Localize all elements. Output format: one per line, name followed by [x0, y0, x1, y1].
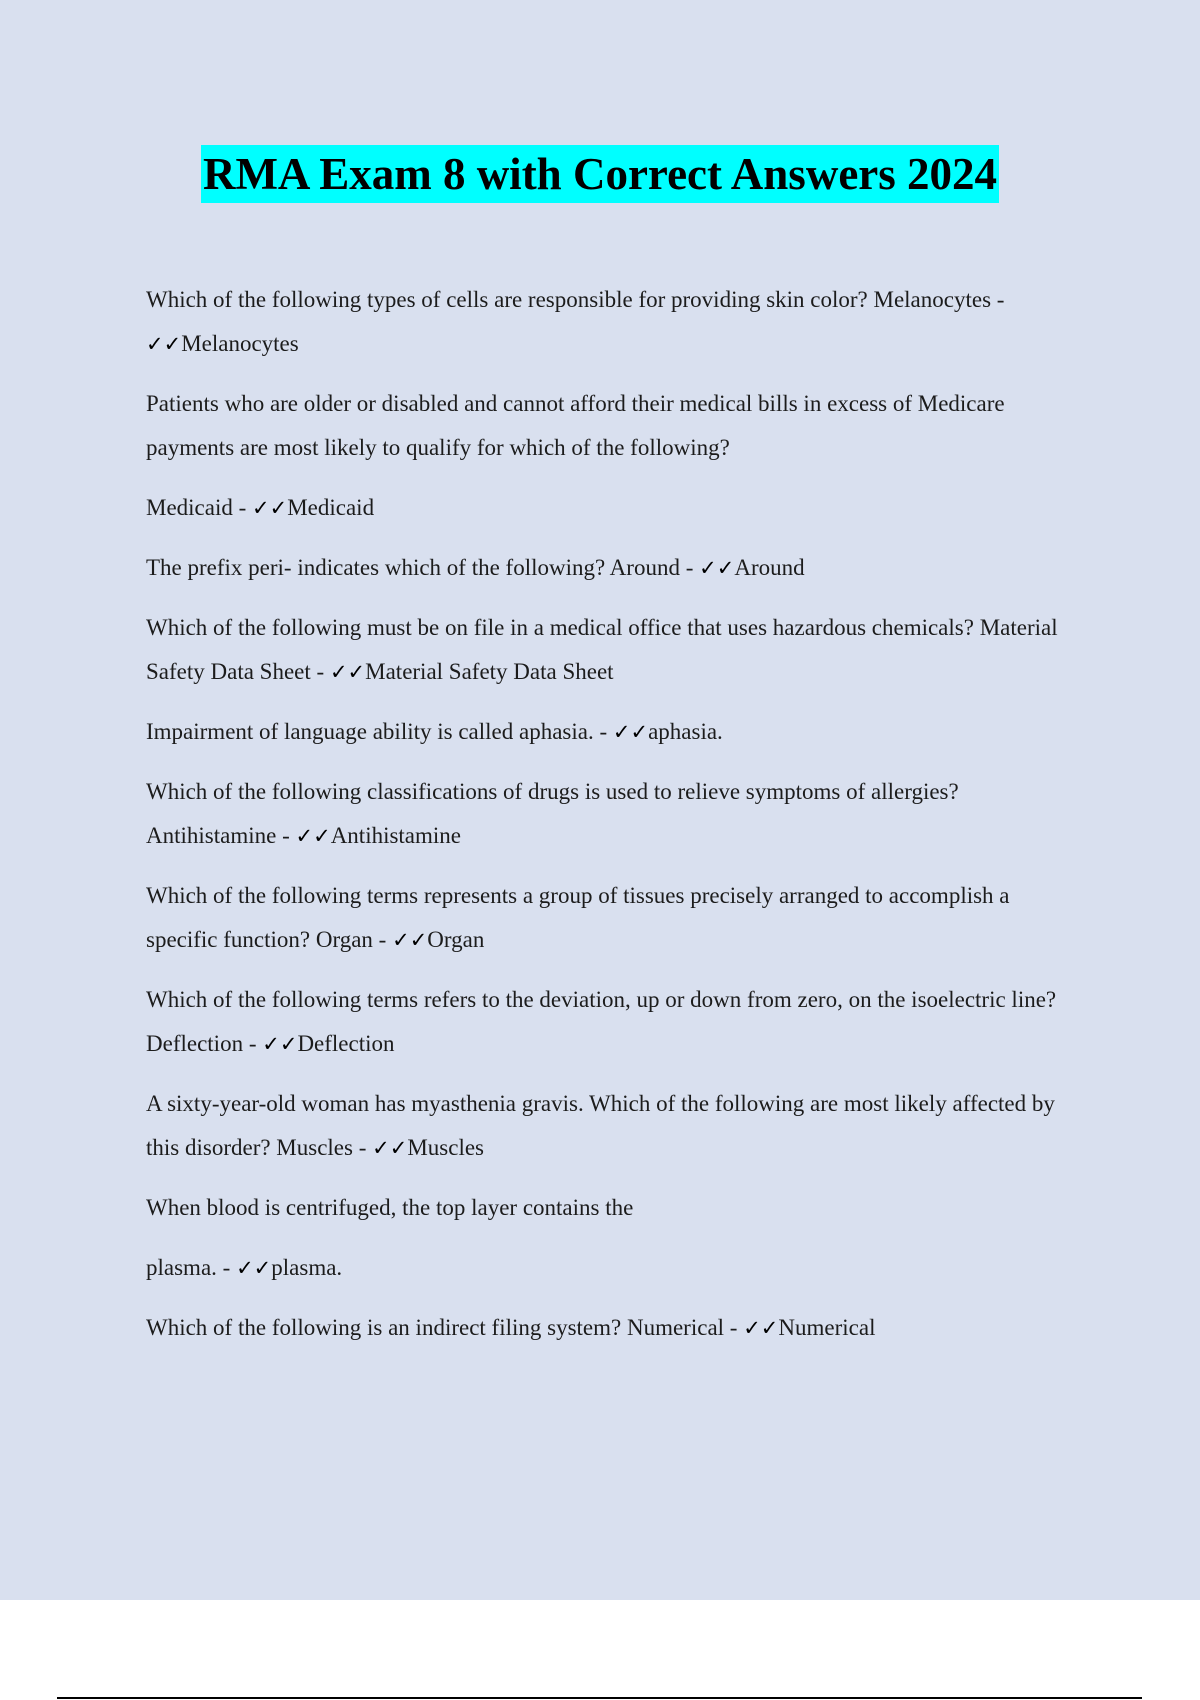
answer-text: Deflection — [297, 1031, 395, 1056]
question-text: When blood is centrifuged, the top layer contains the — [146, 1195, 634, 1220]
qa-paragraph — [146, 874, 1086, 962]
question-text: The prefix peri- indicates which of the following? Around - — [146, 555, 700, 580]
qa-paragraph — [146, 546, 1086, 590]
question-text: Which of the following terms represents a group of tissues precisely arranged to accomplish a specific function? Organ - — [146, 883, 1010, 952]
double-check-icon: ✓✓ — [329, 660, 366, 684]
qa-paragraph — [146, 606, 1086, 694]
question-text: Which of the following classifications of drugs is used to relieve symptoms of allergies? Antihistamine - — [146, 779, 959, 848]
answer-text: aphasia. — [648, 719, 723, 744]
qa-paragraph — [146, 1186, 1086, 1230]
double-check-icon: ✓✓ — [252, 496, 288, 520]
double-check-icon: ✓✓ — [295, 824, 331, 848]
qa-paragraph — [146, 710, 1086, 754]
double-check-icon: ✓✓ — [392, 928, 428, 952]
double-check-icon: ✓✓ — [372, 1136, 408, 1160]
answer-text: Around — [734, 555, 805, 580]
answer-text: Antihistamine — [330, 823, 462, 848]
double-check-icon: ✓✓ — [743, 1316, 779, 1340]
double-check-icon: ✓✓ — [146, 332, 182, 356]
answer-text: Organ — [427, 927, 485, 952]
double-check-icon: ✓✓ — [699, 556, 735, 580]
question-text: Medicaid - — [146, 495, 253, 520]
qa-paragraph — [146, 486, 1086, 530]
answer-text: Material Safety Data Sheet — [365, 659, 614, 684]
question-text: Which of the following terms refers to the deviation, up or down from zero, on the isoelectric line? Deflection - — [146, 987, 1057, 1056]
qa-paragraph — [146, 1306, 1086, 1350]
footer-divider — [57, 1697, 1142, 1699]
answer-text: Medicaid — [287, 495, 375, 520]
question-text: Which of the following is an indirect filing system? Numerical - — [146, 1315, 744, 1340]
question-text: Impairment of language ability is called aphasia. - — [146, 719, 613, 744]
double-check-icon: ✓✓ — [612, 720, 649, 744]
double-check-icon: ✓✓ — [262, 1032, 298, 1056]
answer-text: plasma. — [271, 1255, 343, 1280]
answer-text: Numerical — [778, 1315, 876, 1340]
qa-paragraph — [146, 1246, 1086, 1290]
question-text: A sixty-year-old woman has myasthenia gravis. Which of the following are most likely affected by this disorder? Muscles - — [146, 1091, 1055, 1160]
title-container — [0, 145, 1200, 203]
qa-paragraph — [146, 770, 1086, 858]
page-title: RMA Exam 8 with Correct Answers 2024 — [201, 145, 999, 203]
qa-paragraph — [146, 978, 1086, 1066]
answer-text: Muscles — [407, 1135, 485, 1160]
question-answer-list — [146, 278, 1086, 1366]
question-text: Patients who are older or disabled and cannot afford their medical bills in excess of Medicare payments are most likely to qualify for which of the following? — [146, 391, 1005, 460]
question-text: plasma. - — [146, 1255, 237, 1280]
double-check-icon: ✓✓ — [236, 1256, 272, 1280]
answer-text: Melanocytes — [181, 331, 299, 356]
qa-paragraph — [146, 382, 1086, 470]
qa-paragraph — [146, 278, 1086, 366]
question-text: Which of the following types of cells are responsible for providing skin color? Melanocytes - — [146, 287, 1005, 312]
qa-paragraph — [146, 1082, 1086, 1170]
question-text: Which of the following must be on file in a medical office that uses hazardous chemicals? Material Safety Data Sheet - — [146, 615, 1058, 684]
